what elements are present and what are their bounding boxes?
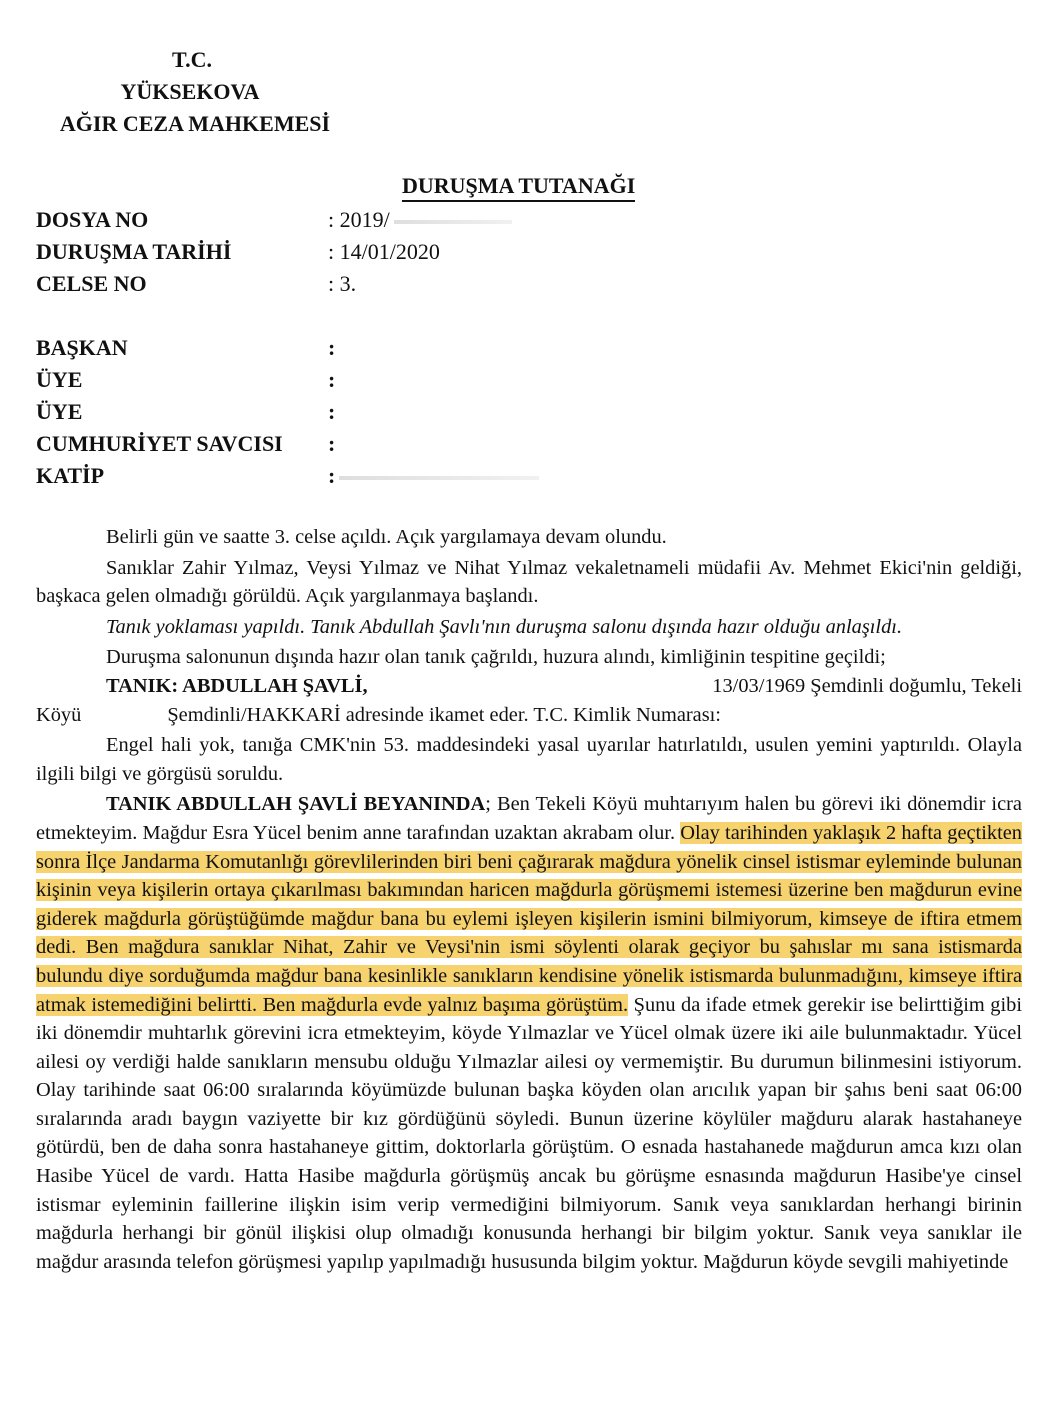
case-number-value: : 2019/ — [328, 207, 390, 232]
court-line-tc: T.C. — [172, 47, 212, 72]
session-number-label: CELSE NO — [36, 271, 147, 296]
paragraph-oath: Engel hali yok, tanığa CMK'nin 53. maddesindeki yasal uyarılar hatırlatıldı, usulen yemini yaptırıldı. Olayla ilgili bilgi ve görgüsü soruldu. — [36, 734, 1022, 785]
redacted-mark — [394, 220, 512, 224]
case-number-label: DOSYA NO — [36, 207, 149, 232]
document-title: DURUŞMA TUTANAĞI — [402, 172, 635, 202]
session-number-value: : 3. — [328, 271, 357, 296]
court-panel — [36, 332, 539, 492]
hearing-date-row — [36, 236, 512, 268]
panel-row-member-2 — [36, 396, 539, 428]
witness-identity-line — [36, 672, 1022, 701]
paragraph-witness-called: Duruşma salonunun dışında hazır olan tanık çağrıldı, huzura alındı, kimliğinin tespitine geçildi; — [106, 646, 886, 669]
hearing-date-label: DURUŞMA TARİHİ — [36, 239, 232, 264]
redacted-mark — [339, 476, 539, 480]
statement-label: TANIK ABDULLAH ŞAVLİ BEYANINDA — [106, 793, 486, 816]
panel-row-prosecutor — [36, 428, 539, 460]
hearing-date-value: : 14/01/2020 — [328, 239, 440, 264]
witness-address-line — [36, 701, 1022, 730]
session-number-row — [36, 268, 512, 300]
case-info — [36, 204, 512, 300]
panel-colon: : — [328, 431, 336, 456]
paragraph-attendance: Sanıklar Zahir Yılmaz, Veysi Yılmaz ve Nihat Yılmaz vekaletnameli müdafii Av. Mehmet Ekici'nin geldiği, başkaca gelen olmadığı görüldü. Açık yargılanmaya başlandı. — [36, 556, 1022, 608]
paragraph-opening: Belirli gün ve saatte 3. celse açıldı. Açık yargılamaya devam olundu. — [106, 526, 667, 548]
witness-birth: 13/03/1969 Şemdinli doğumlu, Tekeli — [712, 674, 1022, 697]
panel-colon: : — [328, 399, 336, 424]
president-label: BAŞKAN — [36, 335, 128, 360]
panel-colon: : — [328, 463, 336, 488]
witness-address: Şemdinli/HAKKARİ adresinde ikamet eder. T.C. Kimlik Numarası: — [167, 703, 721, 726]
panel-colon: : — [328, 367, 336, 392]
witness-name: TANIK: ABDULLAH ŞAVLİ, — [106, 674, 368, 697]
case-number-row — [36, 204, 512, 236]
panel-row-president — [36, 332, 539, 364]
statement-intro: ; Ben Tekeli Köyü muhtarıyım halen bu görevi iki dönemdir icra etmekteyim. Mağdur Esra Yücel benim anne tarafından uzaktan akrabam olur. — [36, 793, 1022, 844]
paragraph-statement — [36, 790, 1022, 1276]
statement-highlighted: Olay tarihinden yaklaşık 2 hafta geçtikten sonra İlçe Jandarma Komutanlığı görevlilerinden biri beni çağırarak mağdura yönelik cinsel istismar eyleminde bulunan kişinin veya kişilerin ortaya çıkarılması bakımından haricen mağdurla görüşmemi istemesi üzerine ben mağdurun evine giderek mağdurla görüştüğümde mağdur bana bu eylemi işleyen kişilerin ismini bilmiyorum, kimseye de iftira etmem dedi. Ben mağdura sanıklar Nihat, Zahir ve Veysi'nin ismi söylenti olarak geçiyor bu şahıslar mı sana istismarda bulundu diye sorduğumda mağdur bana kesinlikle sanıkların kendisine yönelik istismarda bulunmadığını, kimseye iftira atmak istemediğini belirtti. Ben mağdurla evde yalnız başıma görüştüm. — [36, 821, 1022, 1016]
member-label: ÜYE — [36, 367, 83, 392]
prosecutor-label: CUMHURİYET SAVCISI — [36, 431, 283, 456]
witness-village: Köyü — [36, 703, 82, 726]
panel-row-clerk — [36, 460, 539, 492]
panel-colon: : — [328, 335, 336, 360]
court-line-name: AĞIR CEZA MAHKEMESİ — [59, 111, 331, 136]
minutes-body — [36, 523, 1022, 1276]
member-label: ÜYE — [36, 399, 83, 424]
court-header — [0, 44, 400, 140]
clerk-label: KATİP — [36, 463, 105, 488]
court-line-city: YÜKSEKOVA — [120, 79, 260, 104]
paragraph-roll-call: Tanık yoklaması yapıldı. Tanık Abdullah Şavlı'nın duruşma salonu dışında hazır olduğu anlaşıldı. — [106, 615, 903, 638]
statement-continued: Şunu da ifade etmek gerekir ise belirttiğim gibi iki dönemdir muhtarlık görevini icra etmekteyim, köyde Yılmazlar ve Yücel olmak üzere iki aile bulunmaktadır. Yücel ailesi oy verdiği halde sanıkların mensubu olduğu Yılmazlar ailesi oy vermemiştir. Bu durumun bilinmesini istiyorum. Olay tarihinde saat 06:00 sıralarında köyümüzde bulunan başka köyden olan arıcılık yapan bir şahıs beni saat 06:00 sıralarında aradı baygın vaziyette bir kız gördüğünü söyledi. Bunun üzerine köylüler mağduru alarak hastahaneye götürdü, ben de daha sonra hastahaneye gittim, doktorlarla görüştüm. O esnada hastahanede mağdurun amca kızı olan Hasibe Yücel de vardı. Hatta Hasibe mağdurla görüşmüş ancak bu görüşme esnasında mağdurun Hasibe'ye cinsel istismar eyleminin faillerine ilişkin isim verip vermediğini bilmiyorum. Sanık veya sanıklardan herhangi birinin mağdurla herhangi bir gönül ilişkisi olup olmadığı konusunda herhangi bir bilgim yoktur. Sanık veya sanıklar ile mağdur arasında telefon görüşmesi yapılıp yapılmadığı hususunda bilgim yoktur. Mağdurun köyde sevgili mahiyetinde — [36, 993, 1023, 1273]
panel-row-member-1 — [36, 364, 539, 396]
